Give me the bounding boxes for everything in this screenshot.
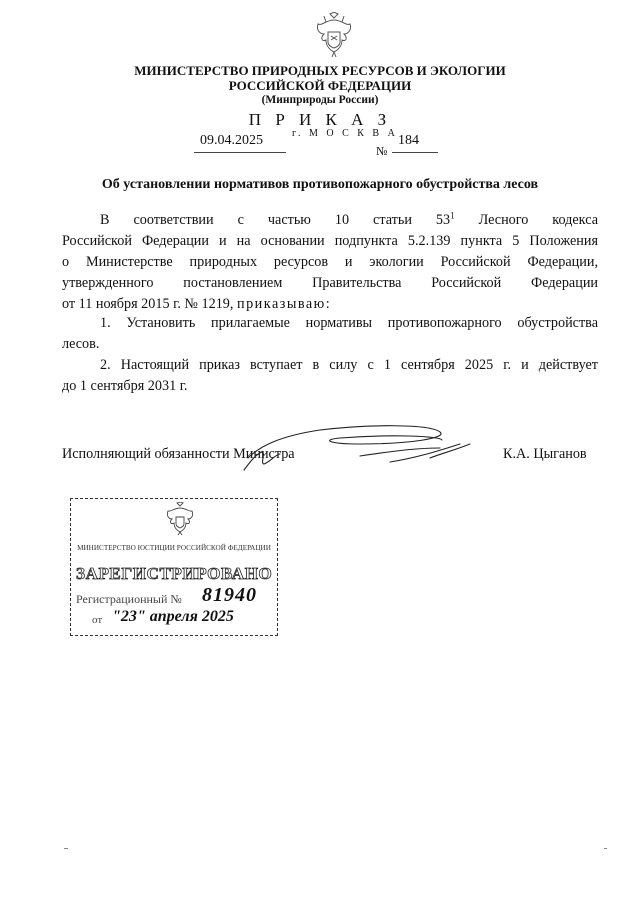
stamp-date-value: "23" апреля 2025 bbox=[112, 608, 234, 625]
signer-role: Исполняющий обязанности Министра bbox=[62, 446, 295, 462]
preamble-text-b: Лесного кодекса bbox=[454, 212, 598, 228]
preamble-line-1 bbox=[62, 210, 598, 231]
number-sign: № bbox=[376, 144, 388, 158]
coat-of-arms-icon bbox=[312, 12, 356, 58]
preamble-line-3: о Министерстве природных ресурсов и экологии Российской Федерации, bbox=[62, 254, 598, 270]
scan-mark-left bbox=[64, 848, 68, 849]
handwritten-signature bbox=[240, 418, 500, 478]
stamp-emblem-icon bbox=[163, 502, 197, 536]
order-date: 09.04.2025 bbox=[200, 133, 263, 148]
order-city: г. М О С К В А bbox=[292, 128, 398, 139]
number-underline bbox=[392, 152, 438, 153]
order-number: 184 bbox=[398, 133, 419, 148]
stamp-regno-value: 81940 bbox=[202, 584, 257, 606]
item-2-line-1: 2. Настоящий приказ вступает в силу с 1 сентября 2025 г. и действует bbox=[100, 357, 598, 373]
stamp-ministry: МИНИСТЕРСТВО ЮСТИЦИИ РОССИЙСКОЙ ФЕДЕРАЦИИ bbox=[77, 544, 271, 552]
document-type: П Р И К А З bbox=[248, 110, 392, 129]
ministry-name-line1: МИНИСТЕРСТВО ПРИРОДНЫХ РЕСУРСОВ И ЭКОЛОГИИ bbox=[134, 63, 506, 78]
stamp-from-label: от bbox=[92, 614, 103, 626]
item-2-line-2: до 1 сентября 2031 г. bbox=[62, 378, 188, 394]
stamp-registered: ЗАРЕГИСТРИРОВАНО bbox=[76, 564, 273, 583]
paragraph-preamble bbox=[62, 210, 598, 315]
ministry-name-line2: РОССИЙСКОЙ ФЕДЕРАЦИИ bbox=[228, 78, 412, 93]
preamble-text-a: В соответствии с частью 10 статьи 53 bbox=[100, 212, 451, 228]
signer-name: К.А. Цыганов bbox=[503, 446, 587, 462]
paragraph-item-1 bbox=[62, 313, 598, 355]
date-underline bbox=[194, 152, 286, 153]
article-superscript: 1 bbox=[450, 210, 455, 221]
preamble-line-2: Российской Федерации и на основании подпункта 5.2.139 пункта 5 Положения bbox=[62, 233, 598, 249]
preamble-line-5 bbox=[62, 294, 598, 315]
item-1-line-1: 1. Установить прилагаемые нормативы противопожарного обустройства bbox=[100, 315, 598, 331]
order-title: Об установлении нормативов противопожарного обустройства лесов bbox=[101, 177, 539, 192]
paragraph-item-2 bbox=[62, 355, 598, 397]
preamble-line-4: утвержденного постановлением Правительства Российской Федерации bbox=[62, 275, 598, 291]
ministry-short-name: (Минприроды России) bbox=[261, 94, 379, 106]
preamble-line-5-text: от 11 ноября 2015 г. № 1219, bbox=[62, 296, 237, 312]
order-verb: приказываю: bbox=[236, 296, 332, 312]
stamp-regno-label: Регистрационный № bbox=[76, 592, 182, 606]
item-1-line-2: лесов. bbox=[62, 336, 100, 352]
scan-mark-right bbox=[604, 848, 607, 849]
